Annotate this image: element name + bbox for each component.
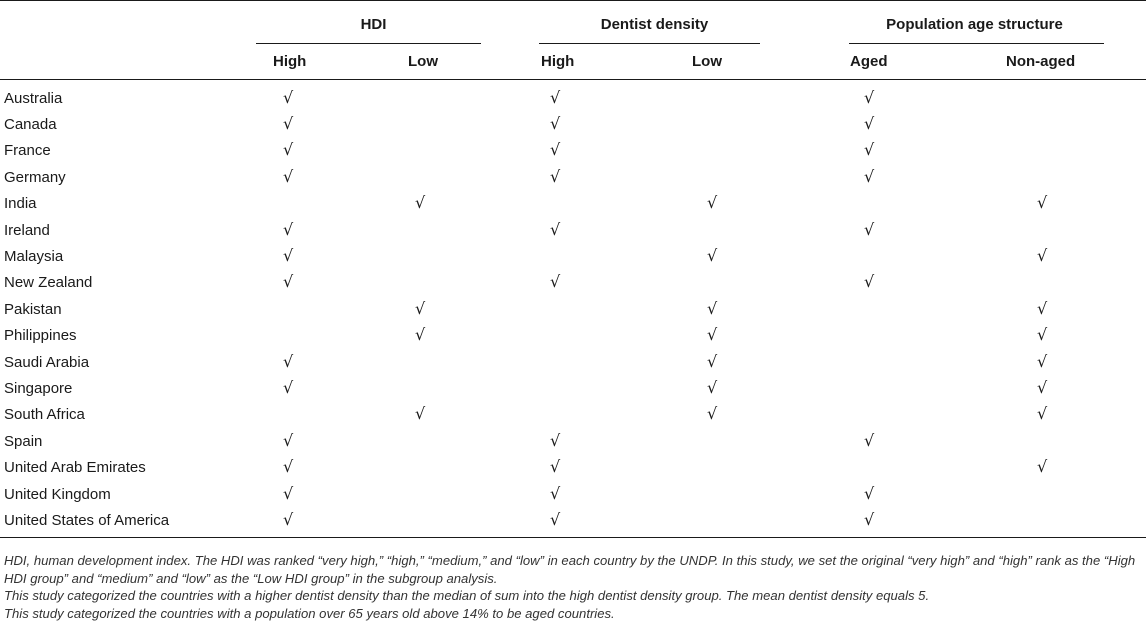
check-mark-icon: √: [707, 404, 718, 424]
cell-dd-low: [598, 296, 803, 322]
country-name-cell: Ireland: [4, 221, 50, 239]
cell-hdi-low: [341, 323, 506, 349]
footnote-hdi: HDI, human development index. The HDI was ranked “very high,” “high,” “medium,” and “low” in each country by the UNDP. In this study, we set the original “very high” and “high” rank as the “High HDI group” and “medium” and “low” as the “Low HDI group” in the subgroup analysis.: [4, 553, 1136, 586]
check-mark-icon: √: [1037, 351, 1048, 371]
check-mark-icon: √: [864, 430, 875, 450]
check-mark-icon: √: [283, 483, 294, 503]
table-row: [0, 349, 1146, 375]
check-mark-icon: √: [1037, 246, 1048, 266]
country-name-cell: United States of America: [0, 507, 241, 537]
table-row: [0, 428, 1146, 454]
check-mark-icon: √: [283, 272, 294, 292]
check-mark-icon: √: [415, 404, 426, 424]
check-mark-icon: √: [864, 509, 875, 529]
check-mark-icon: √: [707, 298, 718, 318]
cell-aged: [803, 402, 909, 428]
group-underline-dentist-density: [539, 43, 760, 44]
cell-dd-low: [598, 402, 803, 428]
cell-dd-high: [506, 375, 598, 401]
check-mark-icon: √: [283, 377, 294, 397]
cell-aged: [803, 80, 909, 112]
cell-dd-high: [506, 270, 598, 296]
table-row: [0, 243, 1146, 269]
cell-dd-high: [506, 243, 598, 269]
country-name-cell: Canada: [4, 116, 57, 134]
cell-dd-low: [598, 481, 803, 507]
table-footnotes: [4, 552, 1142, 622]
group-header-population-age-label: Population age structure: [886, 16, 1063, 33]
cell-hdi-low: [341, 349, 506, 375]
check-mark-icon: √: [283, 246, 294, 266]
country-name-cell: Australia: [4, 89, 63, 107]
check-mark-icon: √: [707, 325, 718, 345]
group-header-dentist-density-label: Dentist density: [600, 16, 709, 33]
cell-aged: [803, 375, 909, 401]
cell-dd-low: [598, 270, 803, 296]
table-row: [0, 270, 1146, 296]
check-mark-icon: √: [550, 483, 561, 503]
check-mark-icon: √: [1037, 404, 1048, 424]
table-row: [0, 375, 1146, 401]
cell-hdi-low: [341, 191, 506, 217]
check-mark-icon: √: [1037, 457, 1048, 477]
group-header-row: [0, 1, 1146, 45]
country-name-cell: Germany: [4, 168, 66, 186]
table-row: [0, 191, 1146, 217]
cell-dd-low: [598, 507, 803, 537]
check-mark-icon: √: [1037, 298, 1048, 318]
cell-hdi-high: [241, 138, 341, 164]
cell-hdi-low: [341, 507, 506, 537]
table-row: [0, 296, 1146, 322]
cell-dd-high: [506, 507, 598, 537]
cell-dd-low: [598, 164, 803, 190]
cell-dd-low: [598, 80, 803, 112]
cell-hdi-low: [341, 454, 506, 480]
check-mark-icon: √: [707, 193, 718, 213]
country-name-cell: Philippines: [4, 327, 77, 345]
check-mark-icon: √: [550, 87, 561, 107]
cell-dd-low: [598, 349, 803, 375]
check-mark-icon: √: [415, 193, 426, 213]
table-row: [0, 481, 1146, 507]
check-mark-icon: √: [864, 219, 875, 239]
cell-hdi-high: [241, 507, 341, 537]
table-body: [0, 80, 1146, 538]
group-header-hdi: [241, 1, 506, 45]
cell-dd-low: [598, 323, 803, 349]
check-mark-icon: √: [707, 246, 718, 266]
cell-hdi-high: [241, 375, 341, 401]
cell-aged: [803, 349, 909, 375]
table-row: [0, 454, 1146, 480]
check-mark-icon: √: [550, 166, 561, 186]
cell-non-aged: [909, 138, 1146, 164]
cell-hdi-high: [241, 349, 341, 375]
check-mark-icon: √: [1037, 377, 1048, 397]
check-mark-icon: √: [415, 325, 426, 345]
cell-dd-high: [506, 138, 598, 164]
country-name-cell: South Africa: [4, 406, 85, 424]
table-row: [0, 402, 1146, 428]
table-row: [0, 323, 1146, 349]
subheader-dentist-high: High: [506, 44, 598, 80]
group-underline-population-age: [849, 43, 1104, 44]
check-mark-icon: √: [864, 114, 875, 134]
group-header-population-age: [803, 1, 1146, 45]
table-row: [0, 80, 1146, 112]
header-blank-cell: [0, 1, 241, 45]
cell-aged: [803, 164, 909, 190]
check-mark-icon: √: [1037, 193, 1048, 213]
cell-hdi-low: [341, 164, 506, 190]
check-mark-icon: √: [550, 272, 561, 292]
check-mark-icon: √: [550, 457, 561, 477]
cell-hdi-high: [241, 217, 341, 243]
cell-hdi-low: [341, 111, 506, 137]
cell-dd-high: [506, 454, 598, 480]
cell-non-aged: [909, 164, 1146, 190]
subheader-hdi-high: High: [241, 44, 341, 80]
cell-dd-low: [598, 138, 803, 164]
cell-non-aged: [909, 80, 1146, 112]
cell-non-aged: [909, 375, 1146, 401]
country-name-cell: United Kingdom: [4, 485, 111, 503]
check-mark-icon: √: [283, 457, 294, 477]
check-mark-icon: √: [550, 219, 561, 239]
cell-aged: [803, 243, 909, 269]
cell-aged: [803, 217, 909, 243]
footnote-dentist-density: This study categorized the countries with a higher dentist density than the median of sum into the high dentist density group. The mean dentist density equals 5.: [4, 588, 930, 604]
cell-dd-low: [598, 428, 803, 454]
cell-hdi-high: [241, 80, 341, 112]
country-name-cell: France: [4, 142, 51, 160]
subheader-aged: Aged: [803, 44, 909, 80]
cell-hdi-high: [241, 323, 341, 349]
country-name-cell: United Arab Emirates: [4, 459, 146, 477]
check-mark-icon: √: [864, 272, 875, 292]
cell-non-aged: [909, 323, 1146, 349]
check-mark-icon: √: [707, 377, 718, 397]
subheader-blank-cell: [0, 44, 241, 80]
cell-dd-low: [598, 191, 803, 217]
cell-hdi-low: [341, 375, 506, 401]
cell-hdi-low: [341, 243, 506, 269]
group-underline-hdi: [256, 43, 481, 44]
cell-hdi-high: [241, 111, 341, 137]
cell-hdi-low: [341, 481, 506, 507]
check-mark-icon: √: [550, 114, 561, 134]
cell-aged: [803, 323, 909, 349]
check-mark-icon: √: [415, 298, 426, 318]
check-mark-icon: √: [283, 166, 294, 186]
cell-hdi-high: [241, 454, 341, 480]
check-mark-icon: √: [864, 140, 875, 160]
cell-dd-low: [598, 217, 803, 243]
cell-non-aged: [909, 270, 1146, 296]
group-header-hdi-label: HDI: [360, 16, 387, 33]
cell-dd-high: [506, 323, 598, 349]
country-name-cell: Singapore: [4, 379, 73, 397]
cell-dd-low: [598, 454, 803, 480]
cell-dd-high: [506, 349, 598, 375]
cell-hdi-high: [241, 164, 341, 190]
cell-non-aged: [909, 507, 1146, 537]
cell-hdi-high: [241, 481, 341, 507]
cell-hdi-low: [341, 270, 506, 296]
cell-dd-high: [506, 481, 598, 507]
cell-aged: [803, 270, 909, 296]
cell-hdi-high: [241, 296, 341, 322]
country-name-cell: Pakistan: [4, 300, 62, 318]
cell-aged: [803, 454, 909, 480]
cell-hdi-high: [241, 243, 341, 269]
cell-aged: [803, 428, 909, 454]
check-mark-icon: √: [283, 87, 294, 107]
cell-aged: [803, 138, 909, 164]
country-name-cell: Saudi Arabia: [4, 353, 90, 371]
check-mark-icon: √: [864, 166, 875, 186]
cell-non-aged: [909, 111, 1146, 137]
cell-aged: [803, 481, 909, 507]
cell-dd-high: [506, 428, 598, 454]
country-name-cell: Malaysia: [4, 248, 64, 266]
table-row: [0, 217, 1146, 243]
cell-dd-low: [598, 111, 803, 137]
cell-dd-low: [598, 375, 803, 401]
country-name-cell: Spain: [4, 432, 43, 450]
group-header-dentist-density: [506, 1, 803, 45]
check-mark-icon: √: [283, 509, 294, 529]
cell-hdi-high: [241, 402, 341, 428]
check-mark-icon: √: [283, 140, 294, 160]
table-row: [0, 111, 1146, 137]
cell-non-aged: [909, 428, 1146, 454]
table-row: [0, 164, 1146, 190]
cell-hdi-low: [341, 428, 506, 454]
cell-dd-high: [506, 217, 598, 243]
cell-non-aged: [909, 296, 1146, 322]
cell-dd-high: [506, 80, 598, 112]
cell-hdi-high: [241, 428, 341, 454]
check-mark-icon: √: [1037, 325, 1048, 345]
subheader-dentist-low: Low: [598, 44, 803, 80]
cell-dd-high: [506, 164, 598, 190]
cell-dd-high: [506, 191, 598, 217]
cell-hdi-low: [341, 80, 506, 112]
table-row: [0, 138, 1146, 164]
check-mark-icon: √: [283, 351, 294, 371]
cell-hdi-low: [341, 138, 506, 164]
check-mark-icon: √: [864, 87, 875, 107]
subheader-hdi-low: Low: [341, 44, 506, 80]
cell-non-aged: [909, 349, 1146, 375]
cell-hdi-low: [341, 402, 506, 428]
check-mark-icon: √: [550, 430, 561, 450]
subheader-non-aged: Non-aged: [909, 44, 1146, 80]
check-mark-icon: √: [864, 483, 875, 503]
cell-dd-high: [506, 296, 598, 322]
check-mark-icon: √: [550, 509, 561, 529]
cell-dd-high: [506, 111, 598, 137]
cell-dd-low: [598, 243, 803, 269]
cell-aged: [803, 111, 909, 137]
check-mark-icon: √: [707, 351, 718, 371]
cell-non-aged: [909, 481, 1146, 507]
cell-non-aged: [909, 402, 1146, 428]
cell-non-aged: [909, 191, 1146, 217]
country-name-cell: New Zealand: [4, 274, 93, 292]
check-mark-icon: √: [283, 114, 294, 134]
check-mark-icon: √: [283, 219, 294, 239]
cell-hdi-low: [341, 217, 506, 243]
cell-hdi-high: [241, 191, 341, 217]
country-name-cell: India: [4, 195, 37, 213]
subheader-row: [0, 44, 1146, 80]
cell-non-aged: [909, 217, 1146, 243]
cell-hdi-low: [341, 296, 506, 322]
footnote-aged: This study categorized the countries with a population over 65 years old above 14% to be aged countries.: [4, 605, 615, 621]
cell-non-aged: [909, 454, 1146, 480]
cell-aged: [803, 507, 909, 537]
cell-non-aged: [909, 243, 1146, 269]
cell-aged: [803, 191, 909, 217]
table-row: [0, 507, 1146, 537]
cell-dd-high: [506, 402, 598, 428]
cell-hdi-high: [241, 270, 341, 296]
check-mark-icon: √: [550, 140, 561, 160]
cell-aged: [803, 296, 909, 322]
check-mark-icon: √: [283, 430, 294, 450]
